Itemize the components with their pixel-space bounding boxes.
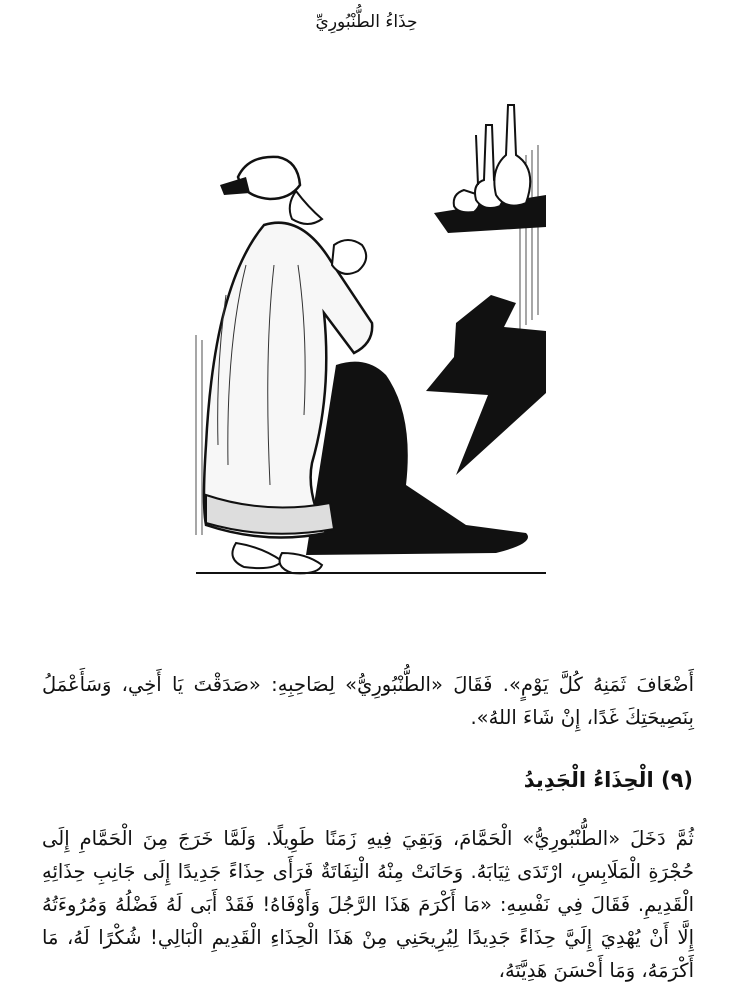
paragraph-continuation: أَضْعَافَ ثَمَنِهُ كُلَّ يَوْمٍ». فَقَالَ «الطُّنْبُورِيُّ» لِصَاحِبِهِ: «صَدَقْتَ يَا أَخِي، وَسَأَعْمَلُ بِنَصِيحَتِكَ غَدًا، إِنْ شَاءَ اللهُ». [42,673,694,729]
section-heading: (٩) الْحِذَاءُ الْجَدِيدُ [523,768,693,792]
hat-peak [220,177,250,195]
right-shoe [280,553,322,573]
running-title: حِذَاءُ الطُّنْبُورِيِّ [315,12,418,32]
beard [290,191,322,224]
left-shoe [232,543,282,568]
old-man-praying-illustration [186,95,546,580]
paragraph-new-shoes: ثُمَّ دَخَلَ «الطُّنْبُورِيُّ» الْحَمَّامَ، وَبَقِيَ فِيهِ زَمَنًا طَوِيلًا. وَلَمَّا خَرَجَ مِنَ الْحَمَّامِ إِلَى حُجْرَةِ الْمَلَابِسِ، ارْتَدَى ثِيَابَهُ. وَحَانَتْ مِنْهُ الْتِفَاتَةٌ فَرَأَى حِذَاءً جَدِيدًا إِلَى جَانِبِ حِذَائِهِ الْقَدِيمِ. فَقَالَ فِي نَفْسِهِ: «مَا أَكْرَمَ هَذَا الرَّجُلَ وَأَوْفَاهُ! فَقَدْ أَبَى لَهُ فَضْلُهُ وَمُرُوءَتُهُ إِلَّا أَنْ يُهْدِيَ إِلَيَّ حِذَاءً جَدِيدًا لِيُرِيحَنِي مِنْ هَذَا الْحِذَاءِ الْقَدِيمِ الْبَالِي! شُكْرًا لَهُ، مَا أَكْرَمَهُ، وَمَا أَحْسَنَ هَدِيَّتَهُ، [42,827,694,982]
bottles-on-shelf [454,105,531,212]
wall-shadow [426,295,546,475]
clasped-hands [332,240,366,274]
